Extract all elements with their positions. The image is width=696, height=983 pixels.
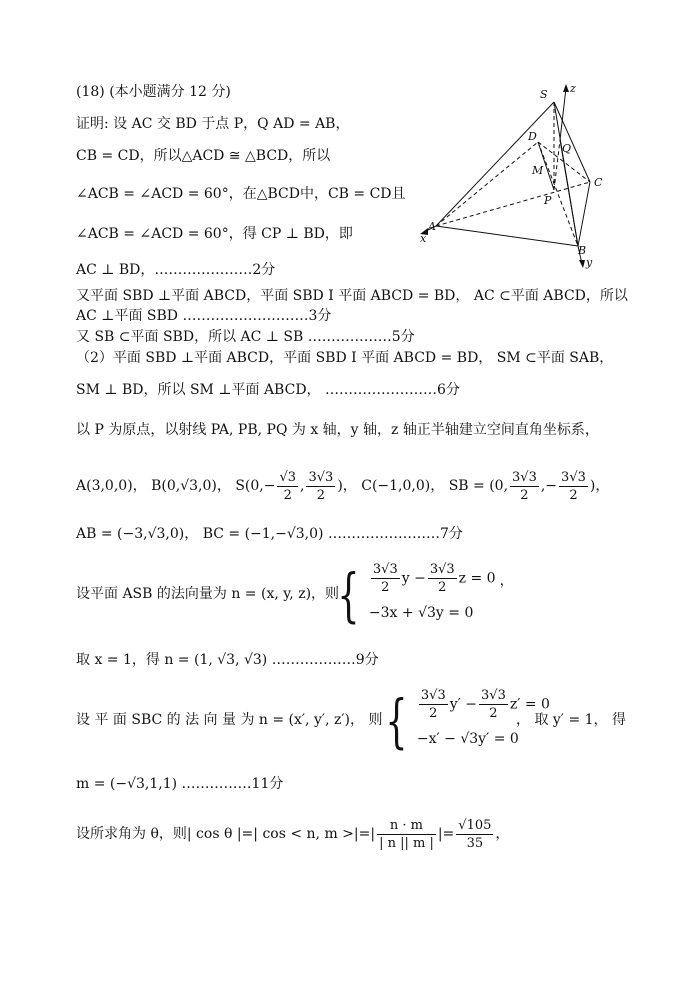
coords-line: A(3,0,0)， B(0,√3,0)， S(0,− $\frac{√3}{2}$ , $\frac{3√3}{2}$ )， C(−1,0,0)， SB = (0, $\frac{3√3}{2}$ ,− $\frac{3√3}{2}$ )， [76, 469, 610, 503]
proof-line-1: 证明: 设 AC 交 BD 于点 P，Q AD = AB， [76, 116, 350, 132]
normal2-suffix: ， 取 y′ = 1， 得 [516, 712, 626, 728]
label-m: M [532, 164, 544, 177]
label-c: C [594, 176, 603, 189]
label-z: z [570, 82, 576, 95]
s-frac-1-den: 2 [283, 487, 292, 503]
s-frac-2-num: 3√3 [308, 469, 334, 485]
label-d: D [528, 130, 537, 143]
final-end: ， [495, 826, 510, 842]
label-a: A [428, 220, 436, 233]
sb-frac-2-den: 2 [569, 487, 578, 503]
normal1-equations [369, 561, 496, 630]
n2-eq1-tail: y′ − [449, 696, 478, 712]
vec-bc: BC = (−1,−√3,0) ……………………7分 [202, 526, 463, 542]
n1-eq1-end: z = 0 [458, 570, 496, 586]
proof-line-3: ∠ACB = ∠ACD = 60°，在△BCD中，CB = CD且 [76, 186, 406, 202]
label-b: B [578, 244, 587, 257]
s-frac-1-num: √3 [279, 469, 297, 485]
m-result-line: m = (−√3,1,1) ……………11分 [76, 776, 284, 792]
proof-line-11: 以 P 为原点，以射线 PA, PB, PQ 为 x 轴，y 轴，z 轴正半轴建立空间直角坐标系， [76, 422, 599, 438]
final-frac-num: n · m [377, 817, 436, 835]
problem-header: (18) (本小题满分 12 分) [76, 84, 231, 100]
s-frac-1 [277, 469, 298, 504]
line-sq-b [560, 140, 578, 246]
label-x: x [420, 232, 427, 245]
brace-2: { [385, 687, 408, 755]
take-x-line: 取 x = 1，得 n = (1, √3, √3) ………………9分 [76, 652, 379, 668]
edge-ab [436, 226, 578, 246]
n1-frac-a [371, 561, 400, 596]
sb-frac-1 [510, 469, 539, 504]
label-s: S [540, 88, 548, 101]
edge-sc [554, 102, 590, 182]
vec-sb-prefix: SB = (0, [448, 478, 509, 494]
pyramid-figure [414, 80, 614, 270]
s-frac-2-den: 2 [316, 487, 326, 503]
normal1-system [330, 560, 514, 630]
n1-frac-b-num: 3√3 [429, 561, 455, 577]
n1-frac-a-num: 3√3 [372, 561, 398, 577]
sb-frac-1-den: 2 [520, 487, 529, 503]
normal1-eq1 [369, 561, 496, 596]
answer-frac [456, 817, 493, 852]
proof-line-2: CB = CD，所以△ACD ≅ △BCD，所以 [76, 148, 331, 164]
n2-frac-b-num: 3√3 [481, 687, 506, 703]
s-frac-2 [306, 469, 335, 504]
edge-ac [436, 182, 590, 226]
coord-a: A(3,0,0)， [76, 478, 147, 494]
normal1-eq2: −3x + √3y = 0 [368, 604, 474, 621]
n2-frac-a-num: 3√3 [420, 687, 446, 703]
sb-frac-2-num: 3√3 [561, 469, 586, 485]
vec-ab: AB = (−3,√3,0)， [76, 526, 199, 542]
normal2-eq2: −x′ − √3y′ = 0 [416, 730, 519, 747]
proof-line-6: 又平面 SBD ⊥平面 ABCD，平面 SBD I 平面 ABCD = BD， AC ⊂平面 ABCD，所以 [76, 288, 628, 304]
n2-frac-a [419, 687, 448, 722]
n2-frac-b-den: 2 [489, 705, 498, 721]
normal2-prefix: 设 平 面 SBC 的 法 向 量 为 n = (x′, y′, z′)， 则 [76, 712, 383, 728]
proof-line-10: SM ⊥ BD，所以 SM ⊥平面 ABCD， ……………………6分 [76, 382, 460, 398]
n2-eq1-end: z′ = 0 [509, 696, 550, 712]
line-pq [554, 140, 560, 190]
brace-1: { [337, 561, 360, 629]
proof-line-5: AC ⊥ BD，…………………2分 [76, 262, 276, 278]
answer-num: √105 [458, 817, 492, 833]
n1-frac-a-den: 2 [381, 579, 390, 595]
label-y: y [586, 256, 593, 269]
n1-eq1-tail: y − [401, 570, 426, 586]
coord-s-prefix: S(0,− [235, 478, 276, 494]
edge-ad [436, 142, 538, 226]
label-p: P [544, 194, 552, 207]
coord-c: C(−1,0,0)， [361, 478, 445, 494]
proof-line-8: 又 SB ⊂平面 SBD，所以 AC ⊥ SB ………………5分 [76, 329, 415, 345]
coord-b: B(0,√3,0)， [151, 478, 231, 494]
proof-line-4: ∠ACB = ∠ACD = 60°，得 CP ⊥ BD，即 [76, 226, 353, 242]
sb-frac-1-num: 3√3 [512, 469, 537, 485]
n2-frac-b [479, 687, 508, 722]
final-frac-den: | n || m | [379, 835, 434, 851]
y-arrow [579, 260, 585, 268]
edge-bc [578, 182, 590, 246]
final-line [76, 814, 509, 854]
proof-line-9: （2）平面 SBD ⊥平面 ABCD，平面 SBD I 平面 ABCD = BD， SM ⊂平面 SAB， [76, 350, 614, 366]
z-axis [560, 88, 566, 140]
vectors-line [76, 524, 463, 544]
z-arrow [563, 84, 569, 92]
proof-line-7: AC ⊥平面 SBD ………………………3分 [76, 308, 332, 324]
normal1-prefix: 设平面 ASB 的法向量为 n = (x, y, z)，则 [76, 586, 340, 602]
normal1-comma: ， [499, 573, 514, 589]
n2-frac-a-den: 2 [429, 705, 438, 721]
label-q: Q [562, 142, 572, 155]
n1-frac-b-den: 2 [438, 579, 447, 595]
n1-frac-b [428, 561, 457, 596]
final-frac [377, 817, 436, 852]
answer-den: 35 [466, 835, 484, 851]
sb-frac-2 [559, 469, 588, 504]
final-mid: |= [437, 826, 455, 842]
final-prefix: 设所求角为 θ，则| cos θ |=| cos < n, m >|=| [76, 826, 376, 842]
